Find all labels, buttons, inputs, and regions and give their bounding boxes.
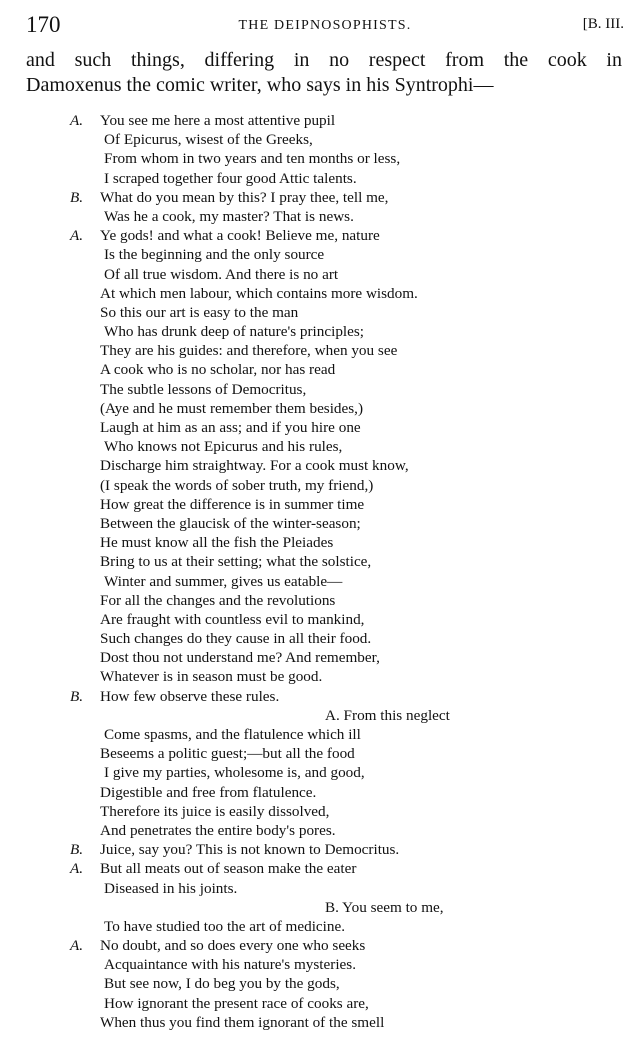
verse-text: A. From this neglect: [325, 706, 450, 724]
verse-text: Was he a cook, my master? That is news.: [104, 207, 354, 225]
verse-line: [0, 514, 642, 533]
verse-text: Who knows not Epicurus and his rules,: [104, 438, 343, 456]
verse-text: Of all true wisdom. And there is no art: [104, 265, 339, 283]
running-title: THE DEIPNOSOPHISTS.: [238, 18, 412, 33]
section-marker: [B. III.: [582, 16, 624, 32]
verse-text: A cook who is no scholar, nor has read: [100, 361, 336, 379]
verse-text: Ye gods! and what a cook! Believe me, nature: [100, 227, 380, 245]
intro-line: Damoxenus the comic writer, who says in his Syntrophi—: [26, 74, 494, 96]
verse-text: How great the difference is in summer time: [100, 495, 365, 513]
verse-text: Bring to us at their setting; what the solstice,: [100, 553, 372, 571]
verse-line: [0, 994, 642, 1013]
verse-line: [0, 917, 642, 936]
speaker-label: B.: [70, 841, 84, 859]
verse-line: [0, 360, 642, 379]
verse-line: [0, 706, 642, 725]
verse-line: [0, 572, 642, 591]
verse-text: What do you mean by this? I pray thee, tell me,: [100, 188, 389, 206]
verse-line: [0, 322, 642, 341]
verse-text: (Aye and he must remember them besides,): [100, 399, 364, 417]
verse-line: [0, 169, 642, 188]
verse-line: [0, 245, 642, 264]
verse-text: Digestible and free from flatulence.: [100, 783, 317, 801]
verse-line: [0, 783, 642, 802]
verse-text: I scraped together four good Attic talents.: [104, 169, 357, 187]
verse-text: Of Epicurus, wisest of the Greeks,: [104, 131, 313, 149]
verse-line: [0, 226, 642, 245]
verse-line: [0, 552, 642, 571]
speaker-label: A.: [70, 227, 84, 245]
verse-line: [0, 955, 642, 974]
verse-line: [0, 879, 642, 898]
verse-line: [0, 802, 642, 821]
verse-line: [0, 418, 642, 437]
verse-text: Beseems a politic guest;—but all the food: [100, 745, 355, 763]
verse-text: No doubt, and so does every one who seeks: [100, 937, 366, 955]
verse-text: How few observe these rules.: [100, 687, 280, 705]
verse-text: Laugh at him as an ass; and if you hire one: [100, 419, 361, 436]
verse-line: [0, 456, 642, 475]
verse-line: [0, 667, 642, 686]
verse-line: [0, 265, 642, 284]
verse-text: You see me here a most attentive pupil: [100, 112, 336, 129]
page-header: [26, 12, 624, 40]
verse-line: [0, 130, 642, 149]
verse-line: [0, 648, 642, 667]
verse-line: [0, 149, 642, 168]
speaker-label: A.: [70, 112, 84, 129]
verse-line: [0, 380, 642, 399]
verse-text: Come spasms, and the flatulence which ill: [104, 726, 361, 743]
verse-text: Discharge him straightway. For a cook must know,: [100, 457, 409, 475]
verse-text: When thus you find them ignorant of the smell: [100, 1013, 385, 1031]
speaker-label: B.: [70, 687, 84, 705]
verse-text: Winter and summer, gives us eatable—: [104, 572, 343, 590]
verse-line: [0, 207, 642, 226]
verse-text: Is the beginning and the only source: [104, 246, 325, 264]
verse-text: So this our art is easy to the man: [100, 303, 299, 321]
verse-text: Whatever is in season must be good.: [100, 668, 323, 686]
verse-text: Between the glaucisk of the winter-season;: [100, 514, 361, 532]
verse-line: [0, 610, 642, 629]
verse-text: The subtle lessons of Democritus,: [100, 380, 307, 398]
verse-text: At which men labour, which contains more wisdom.: [100, 284, 418, 302]
verse-line: [0, 533, 642, 552]
verse-text: Dost thou not understand me? And remember,: [100, 649, 380, 667]
verse-text: Diseased in his joints.: [104, 879, 238, 897]
verse-text: They are his guides: and therefore, when you see: [100, 342, 398, 360]
verse-line: [0, 821, 642, 840]
verse-line: [0, 629, 642, 648]
verse-text: He must know all the fish the Pleiades: [100, 534, 334, 552]
verse-text: Juice, say you? This is not known to Democritus.: [100, 841, 400, 859]
verse-block: [0, 111, 642, 1032]
verse-line: [0, 840, 642, 859]
verse-line: [0, 744, 642, 763]
verse-line: [0, 763, 642, 782]
verse-text: Acquaintance with his nature's mysteries.: [104, 956, 356, 974]
verse-line: [0, 111, 642, 130]
verse-line: [0, 591, 642, 610]
verse-line: [0, 1013, 642, 1032]
speaker-label: A.: [70, 937, 84, 955]
verse-text: B. You seem to me,: [325, 898, 444, 916]
verse-line: [0, 476, 642, 495]
verse-line: [0, 687, 642, 706]
verse-line: [0, 974, 642, 993]
verse-text: And penetrates the entire body's pores.: [100, 821, 336, 839]
verse-text: From whom in two years and ten months or less,: [104, 150, 401, 168]
verse-line: [0, 437, 642, 456]
verse-line: [0, 399, 642, 418]
speaker-label: A.: [70, 860, 84, 878]
verse-text: But all meats out of season make the eater: [100, 860, 357, 878]
verse-line: [0, 936, 642, 955]
verse-line: [0, 859, 642, 878]
verse-text: Such changes do they cause in all their food.: [100, 630, 372, 648]
verse-text: To have studied too the art of medicine.: [104, 917, 346, 935]
verse-text: For all the changes and the revolutions: [100, 591, 336, 609]
intro-line: and such things, differing in no respect from the cook in: [26, 49, 622, 71]
verse-text: Are fraught with countless evil to mankind,: [100, 610, 365, 628]
verse-text: Therefore its juice is easily dissolved,: [100, 802, 330, 820]
verse-text: Who has drunk deep of nature's principles;: [104, 323, 365, 341]
verse-line: [0, 495, 642, 514]
verse-line: [0, 188, 642, 207]
verse-text: How ignorant the present race of cooks are,: [104, 994, 369, 1012]
verse-line: [0, 725, 642, 744]
intro-paragraph: [26, 48, 622, 98]
verse-line: [0, 303, 642, 322]
verse-text: (I speak the words of sober truth, my friend,): [100, 476, 374, 494]
verse-text: But see now, I do beg you by the gods,: [104, 975, 340, 993]
page-number: 170: [26, 12, 61, 37]
speaker-label: B.: [70, 188, 84, 206]
verse-line: [0, 341, 642, 360]
verse-text: I give my parties, wholesome is, and good,: [104, 764, 365, 782]
verse-line: [0, 898, 642, 917]
verse-line: [0, 284, 642, 303]
